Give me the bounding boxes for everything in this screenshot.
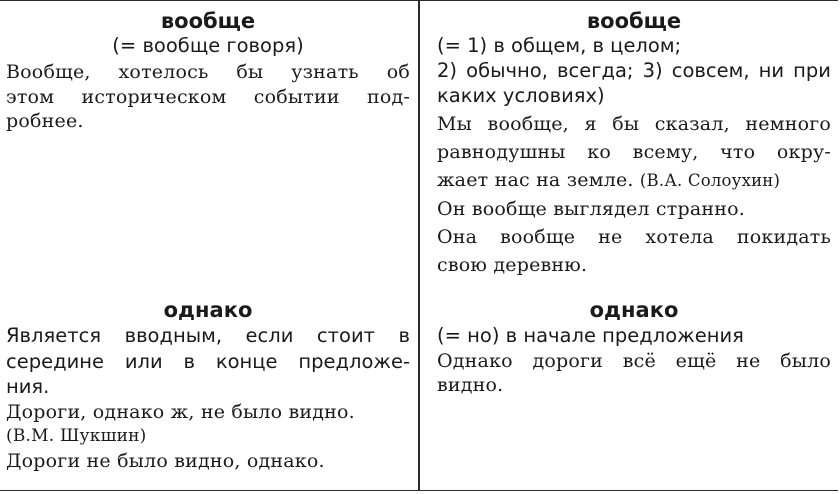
example-line: Однако дороги всё ещё не было (437, 349, 831, 372)
source-attribution: (В.М. Шукшин) (6, 426, 147, 446)
left-vobshche-heading: вообще (160, 9, 256, 33)
example-line: Дороги не было видно, однако. (6, 449, 325, 472)
example-line: этом историческом событии под- (6, 85, 410, 108)
gloss-line: (= 1) в общем, в целом; (437, 34, 682, 57)
right-vobshche-cell (437, 9, 831, 279)
right-odnako-cell (437, 298, 831, 398)
example-line: Мы вообще, я бы сказал, немного (437, 113, 831, 135)
rule-line: середине или в конце предложе- (6, 349, 410, 373)
example-line: Дороги, однако ж, не было видно. (6, 400, 355, 423)
left-vobshche-cell (6, 9, 410, 134)
example-line: видно. (437, 374, 504, 396)
gloss-line: каких условиях) (437, 84, 605, 107)
left-vobshche-example (6, 60, 410, 134)
right-vobshche-examples (437, 110, 831, 279)
left-odnako-heading: однако (163, 298, 253, 322)
example-text: жает нас на земле. (437, 169, 634, 191)
example-line-with-source (437, 166, 831, 195)
source-attribution: (В.А. Солоухин) (639, 171, 781, 190)
left-odnako-examples (6, 400, 410, 474)
left-odnako-rule (6, 323, 410, 400)
right-odnako-example (437, 349, 831, 398)
left-odnako-cell (6, 298, 410, 473)
example-line: равнодушны ко всему, что окру- (437, 141, 831, 163)
column-divider (418, 1, 420, 490)
example-line: Она вообще не хотела покидать (437, 226, 831, 248)
rule-line: ния. (6, 375, 50, 398)
right-odnako-heading: однако (589, 298, 679, 322)
left-vobshche-gloss: (= вообще говоря) (112, 34, 304, 57)
example-line: свою деревню. (437, 254, 588, 276)
example-line: Он вообще выглядел странно. (437, 198, 745, 220)
rule-line: Является вводным, если стоит в (6, 324, 410, 347)
right-vobshche-gloss (437, 33, 831, 108)
example-line: Вообще, хотелось бы узнать об (6, 61, 410, 83)
right-odnako-gloss: (= но) в начале предложения (437, 324, 744, 347)
gloss-line: 2) обычно, всегда; 3) совсем, ни при (437, 59, 831, 82)
right-vobshche-heading: вообще (586, 9, 682, 33)
example-line: робнее. (6, 110, 84, 132)
